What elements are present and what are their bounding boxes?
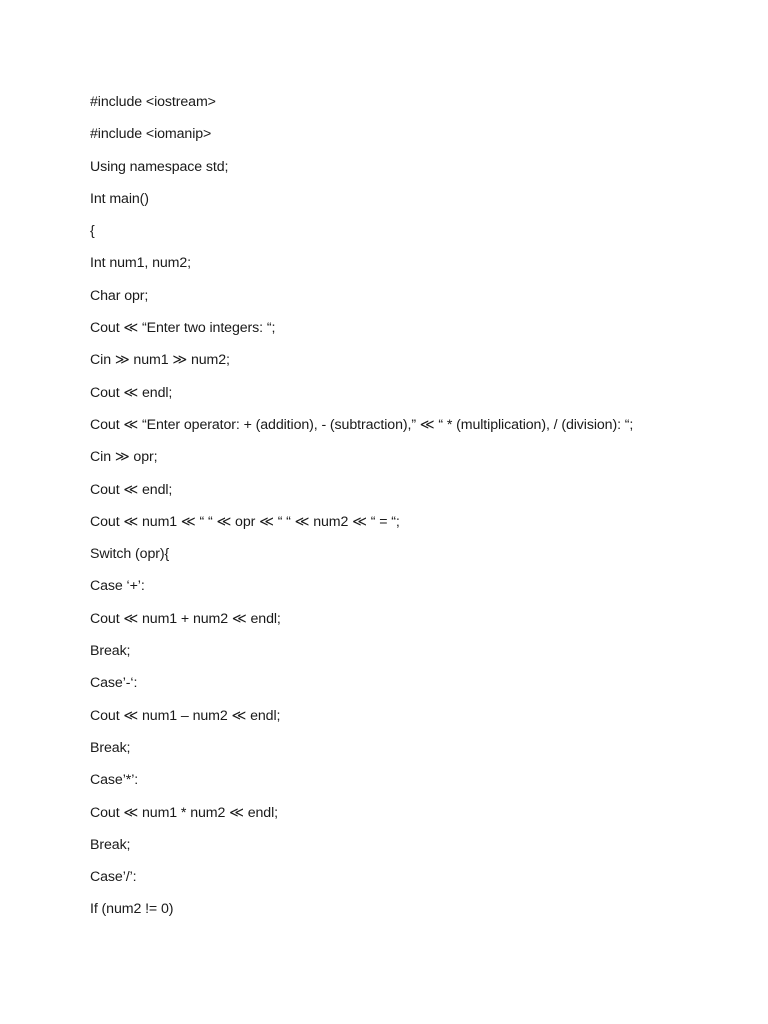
code-line: Char opr;	[90, 287, 149, 304]
code-line: If (num2 != 0)	[90, 901, 174, 918]
code-line: Int num1, num2;	[90, 255, 192, 272]
code-line: Break;	[90, 643, 131, 660]
code-line: Break;	[90, 739, 131, 756]
code-line: Break;	[90, 836, 131, 853]
code-line: #include <iostream>	[90, 94, 216, 110]
code-line: Cin ≫ opr;	[90, 449, 158, 466]
code-line: Case’-‘:	[90, 675, 138, 692]
code-line: Cout ≪ “Enter operator: + (addition), - (subtraction),” ≪ “ * (multiplication), / (division): “;	[90, 416, 634, 433]
code-line: Cout ≪ num1 * num2 ≪ endl;	[90, 804, 278, 821]
code-line: Case’*’:	[90, 772, 139, 789]
code-line: Cout ≪ endl;	[90, 384, 173, 401]
code-line: Cout ≪ num1 ≪ “ “ ≪ opr ≪ “ “ ≪ num2 ≪ “ = “;	[90, 513, 400, 530]
code-line: Cout ≪ endl;	[90, 481, 173, 498]
document-body	[90, 92, 750, 932]
code-line: Case’/’:	[90, 869, 137, 886]
code-line: #include <iomanip>	[90, 126, 212, 143]
code-line: Int main()	[90, 190, 149, 207]
code-line: Cout ≪ num1 – num2 ≪ endl;	[90, 707, 281, 724]
code-line: Case ‘+’:	[90, 578, 145, 595]
code-line: Cin ≫ num1 ≫ num2;	[90, 352, 230, 369]
code-line: {	[90, 223, 95, 240]
code-line: Cout ≪ num1 + num2 ≪ endl;	[90, 610, 281, 627]
code-line: Switch (opr){	[90, 546, 170, 563]
code-line: Using namespace std;	[90, 158, 229, 175]
code-line: Cout ≪ “Enter two integers: “;	[90, 320, 276, 337]
